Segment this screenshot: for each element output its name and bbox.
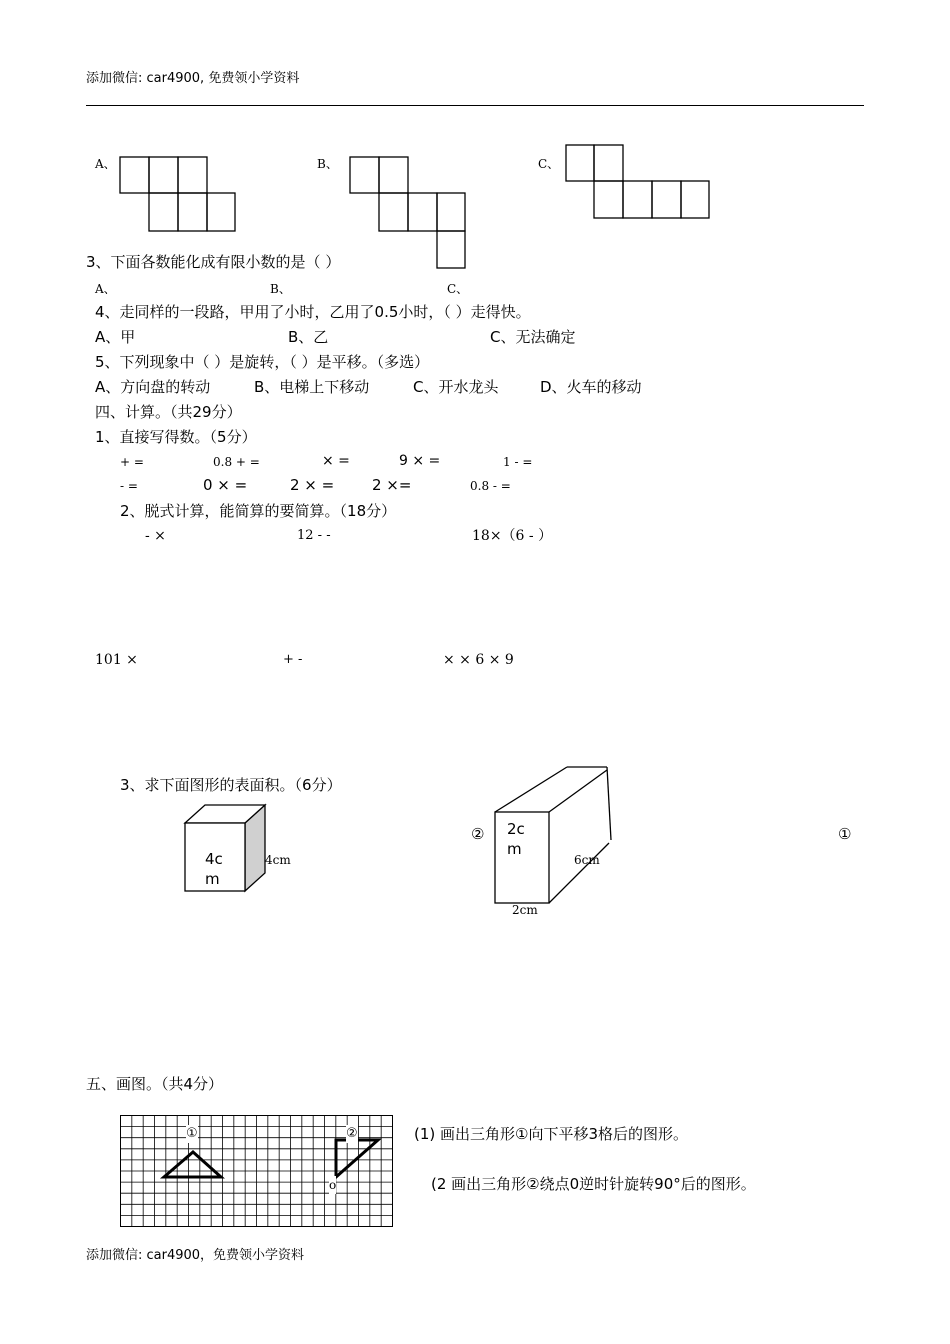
q3-title: 3、下面各数能化成有限小数的是（ ） [86, 253, 341, 271]
q5-title: 5、下列现象中（ ）是旋转，（ ）是平移。（多选） [95, 353, 430, 371]
calc-r2-5: 0.8 - = [470, 479, 511, 493]
net-b-label: B、 [317, 157, 338, 171]
calc-r4-2: + - [283, 652, 303, 667]
triangle-two [336, 1140, 378, 1177]
page-header: 添加微信: car4900, 免费领小学资料 [86, 71, 300, 86]
prism-front-label-2: m [507, 840, 522, 858]
net-a-label: A、 [95, 157, 116, 171]
net-b-figure [350, 157, 465, 268]
page-footer: 添加微信: car4900，免费领小学资料 [86, 1248, 305, 1263]
calc-r2-1: - = [120, 479, 138, 493]
calc-r4-3: × × 6 × 9 [443, 652, 514, 668]
q4-option-c: C、无法确定 [490, 328, 576, 346]
q3-option-b: B、 [270, 282, 291, 296]
section4-sub2: 2、脱式计算，能简算的要简算。（18分） [120, 502, 397, 520]
drawing-task-1: (1) 画出三角形①向下平移3格后的图形。 [414, 1125, 689, 1143]
q5-option-d: D、火车的移动 [540, 378, 642, 396]
calc-r1-5: 1 - = [503, 455, 533, 469]
cube-figure [185, 805, 265, 891]
calc-r1-4: 9 × = [399, 453, 441, 469]
calc-r3-3: 18×（6 - ） [472, 528, 553, 544]
drawing-task-2: (2 画出三角形②绕点0逆时针旋转90°后的图形。 [431, 1175, 756, 1193]
calc-r2-4: 2 ×= [372, 476, 412, 494]
calc-r3-2: 12 - - [297, 528, 331, 543]
q5-option-a: A、方向盘的转动 [95, 378, 211, 396]
triangle-one [164, 1152, 221, 1177]
calc-r2-3: 2 × = [290, 476, 335, 494]
cube-side-label: 4cm [265, 853, 291, 867]
q4-title: 4、走同样的一段路，甲用了小时，乙用了0.5小时，（ ）走得快。 [95, 303, 531, 321]
q4-option-b: B、乙 [288, 328, 329, 346]
calc-r2-2: 0 × = [203, 476, 248, 494]
q4-option-a: A、甲 [95, 328, 136, 346]
cube-front-label-2: m [205, 870, 220, 888]
prism-front-label-1: 2c [507, 820, 525, 838]
net-a-figure [120, 157, 235, 231]
calc-r4-1: 101 × [95, 652, 138, 668]
right-circle-label: ① [838, 825, 852, 843]
calc-r1-3: × = [322, 453, 350, 469]
prism-depth-label: 6cm [574, 853, 600, 867]
cube-front-label-1: 4c [205, 850, 223, 868]
q3-option-c: C、 [447, 282, 469, 296]
section4-sub1: 1、直接写得数。（5分） [95, 428, 257, 446]
section4-sub3: 3、求下面图形的表面积。（6分） [120, 776, 342, 794]
prism-width-label: 2cm [512, 903, 538, 917]
section4-title: 四、计算。（共29分） [95, 403, 242, 421]
section5-title: 五、画图。（共4分） [86, 1075, 224, 1093]
calc-r1-1: + = [120, 455, 144, 469]
q3-option-a: A、 [95, 282, 116, 296]
net-c-figure [566, 145, 709, 218]
net-c-label: C、 [538, 157, 560, 171]
point-o-label: o [329, 1178, 337, 1192]
triangle-two-label: ② [346, 1126, 358, 1141]
q5-option-b: B、电梯上下移动 [254, 378, 370, 396]
calc-r1-2: 0.8 + = [213, 455, 260, 469]
triangle-one-label: ① [186, 1126, 198, 1141]
prism-circle-label: ② [471, 825, 485, 843]
calc-r3-1: - × [145, 528, 166, 544]
q5-option-c: C、开水龙头 [413, 378, 499, 396]
